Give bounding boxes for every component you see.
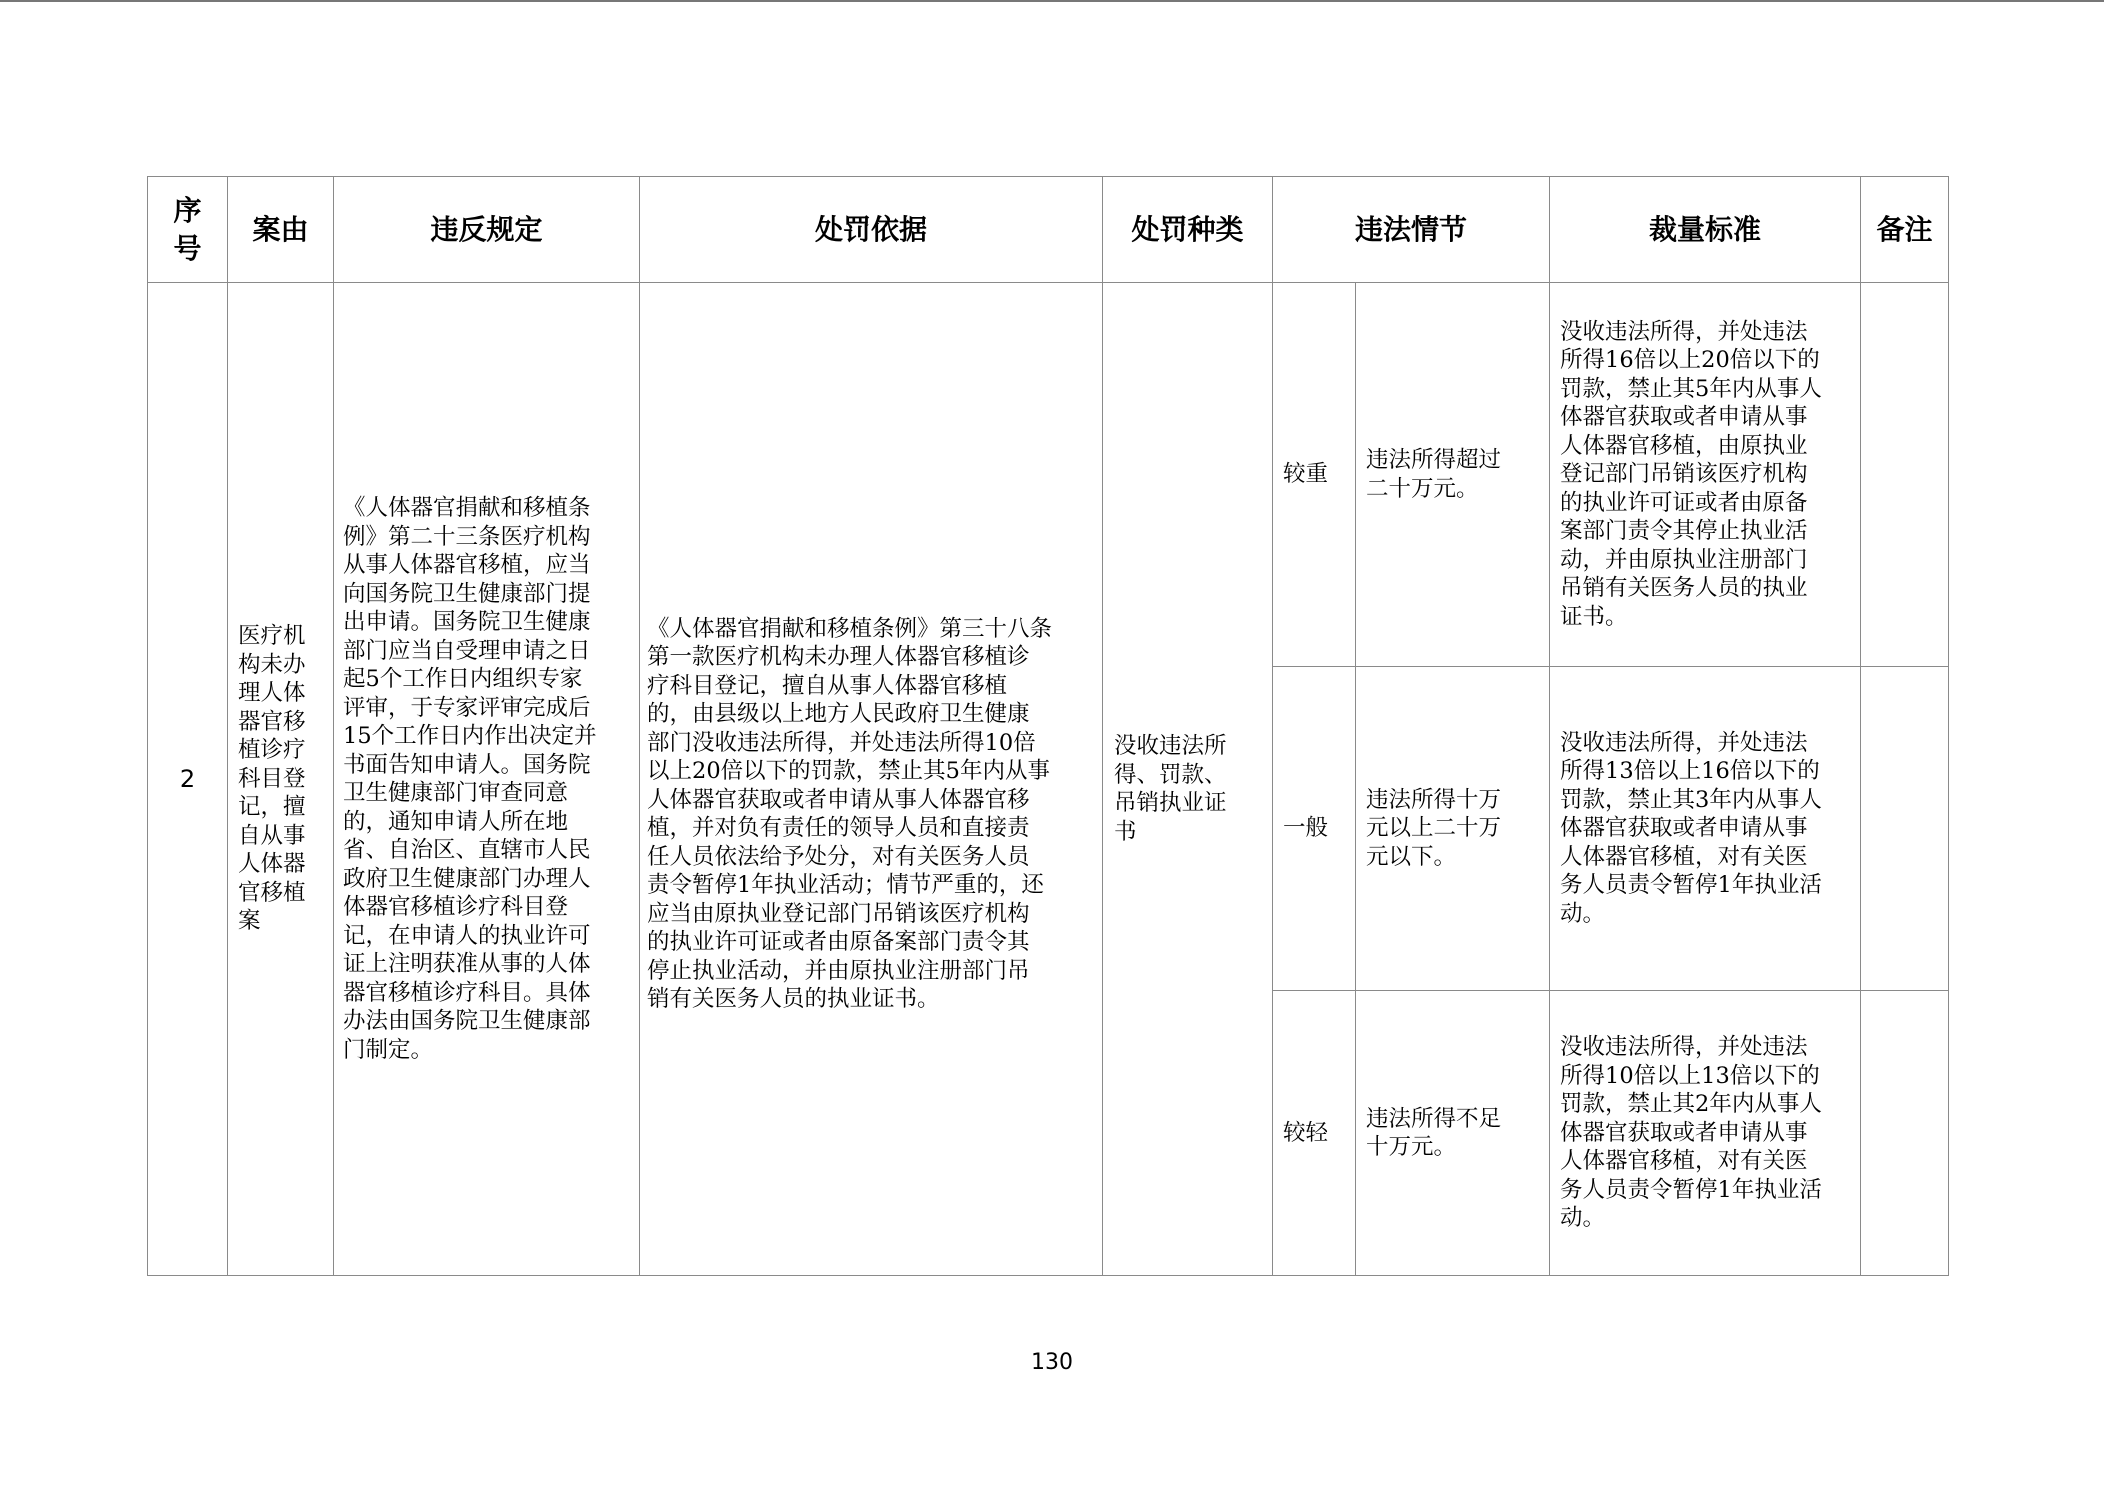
- top-border-line: [0, 0, 2104, 2]
- header-no: 序 号: [148, 177, 228, 283]
- level-cell-general: 一般: [1273, 667, 1356, 991]
- case-cell: 医疗机 构未办 理人体 器官移 植诊疗 科目登 记，擅 自从事 人体器 官移植 案: [228, 283, 334, 1276]
- standard-cell-general: 没收违法所得，并处违法 所得13倍以上16倍以下的 罚款，禁止其3年内从事人 体器官获取或者申请从事 人体器官移植，对有关医 务人员责令暂停1年执业活 动。: [1550, 667, 1861, 991]
- violation-cell: 《人体器官捐献和移植条 例》第二十三条医疗机构 从事人体器官移植，应当 向国务院卫生健康部门提 出申请。国务院卫生健康 部门应当自受理申请之日 起5个工作日内组织专家 评审，于专家评审完成后 15个工作日内作出决定并 书面告知申请人。国务院 卫生健康部门审查同意 的，通知申请人所在地 省、自治区、直辖市人民 政府卫生健康部门办理人 体器官移植诊疗科目登 记，在申请人的执业许可 证上注明获准从事的人体 器官移植诊疗科目。具体 办法由国务院卫生健康部 门制定。: [334, 283, 640, 1276]
- row-number: 2: [148, 283, 228, 1276]
- type-cell: 没收违法所 得、罚款、 吊销执业证 书: [1103, 283, 1273, 1276]
- standard-cell-serious: 没收违法所得，并处违法 所得16倍以上20倍以下的 罚款，禁止其5年内从事人 体器官获取或者申请从事 人体器官移植，由原执业 登记部门吊销该医疗机构 的执业许可证或者由原备 案部门责令其停止执业活 动，并由原执业注册部门 吊销有关医务人员的执业 证书。: [1550, 283, 1861, 667]
- header-row: [148, 177, 1949, 283]
- header-standard: 裁量标准: [1550, 177, 1861, 283]
- header-violation: 违反规定: [334, 177, 640, 283]
- level-cell-serious: 较重: [1273, 283, 1356, 667]
- page-number: 130: [1031, 1350, 1073, 1375]
- circumstance-cell-general: 违法所得十万 元以上二十万 元以下。: [1356, 667, 1550, 991]
- header-case: 案由: [228, 177, 334, 283]
- standard-cell-minor: 没收违法所得，并处违法 所得10倍以上13倍以下的 罚款，禁止其2年内从事人 体器官获取或者申请从事 人体器官移植，对有关医 务人员责令暂停1年执业活 动。: [1550, 991, 1861, 1276]
- header-remark: 备注: [1861, 177, 1949, 283]
- header-basis: 处罚依据: [640, 177, 1103, 283]
- level-cell-minor: 较轻: [1273, 991, 1356, 1276]
- remark-cell-general: [1861, 667, 1949, 991]
- header-circumstance: 违法情节: [1273, 177, 1550, 283]
- circumstance-cell-serious: 违法所得超过 二十万元。: [1356, 283, 1550, 667]
- circumstance-cell-minor: 违法所得不足 十万元。: [1356, 991, 1550, 1276]
- remark-cell-minor: [1861, 991, 1949, 1276]
- remark-cell-serious: [1861, 283, 1949, 667]
- basis-cell: 《人体器官捐献和移植条例》第三十八条 第一款医疗机构未办理人体器官移植诊 疗科目登记，擅自从事人体器官移植 的，由县级以上地方人民政府卫生健康 部门没收违法所得，并处违法所得10倍 以上20倍以下的罚款，禁止其5年内从事 人体器官获取或者申请从事人体器官移 植，并对负有责任的领导人员和直接责 任人员依法给予处分，对有关医务人员 责令暂停1年执业活动；情节严重的，还 应当由原执业登记部门吊销该医疗机构 的执业许可证或者由原备案部门责令其 停止执业活动，并由原执业注册部门吊 销有关医务人员的执业证书。: [640, 283, 1103, 1276]
- table-row: [148, 283, 1949, 667]
- header-type: 处罚种类: [1103, 177, 1273, 283]
- penalty-discretion-table: [147, 176, 1949, 1276]
